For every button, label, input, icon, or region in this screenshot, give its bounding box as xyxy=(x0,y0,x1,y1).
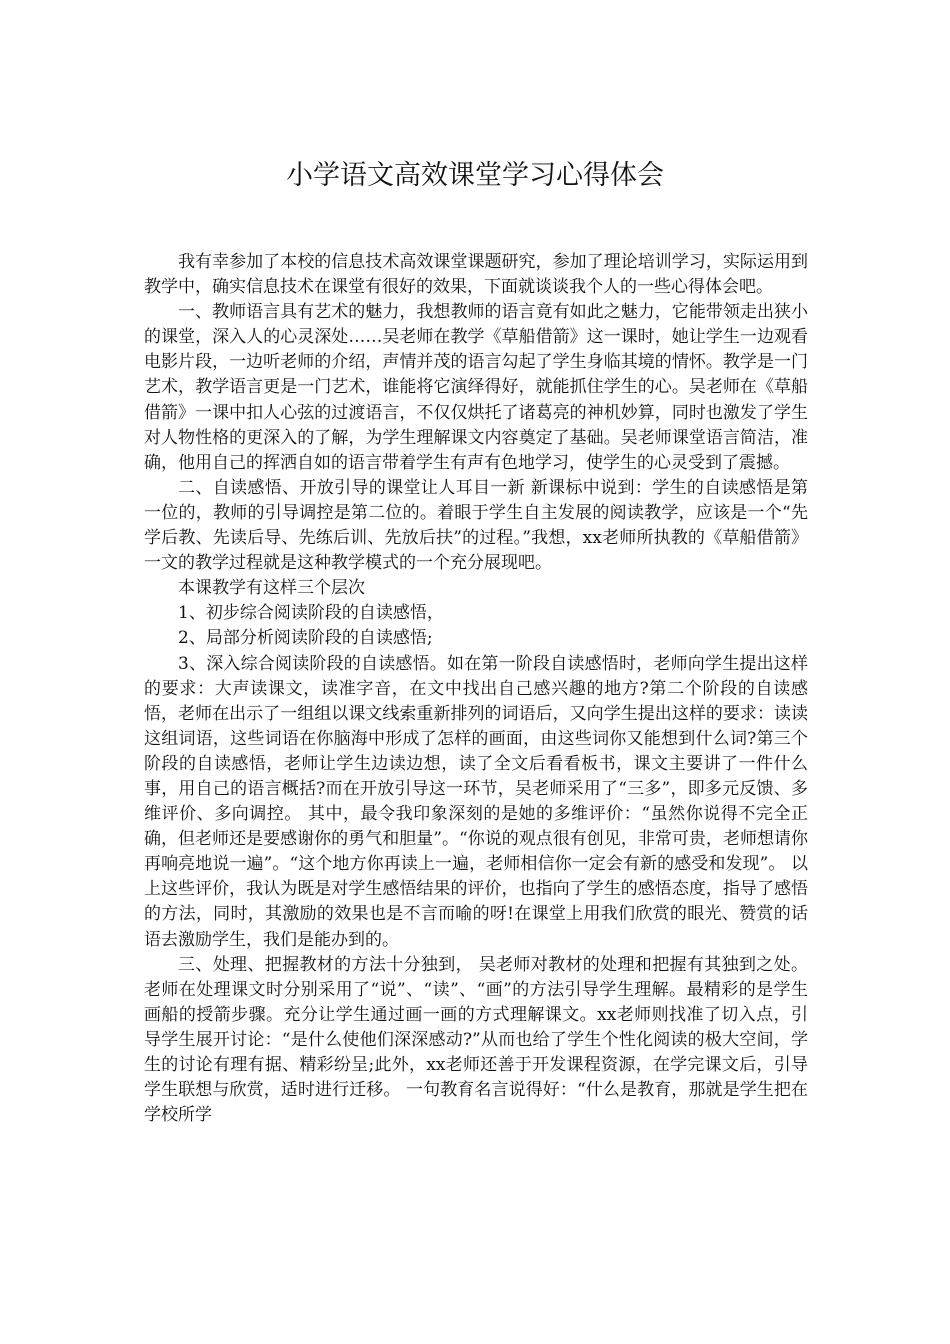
paragraph-section-1: 一、教师语言具有艺术的魅力，我想教师的语言竟有如此之魅力，它能带领走出狭小的课堂，深入人的心灵深处……吴老师在教学《草船借箭》这一课时，她让学生一边观看电影片段，一边听老师的介绍，声情并茂的语言勾起了学生身临其境的情怀。教学是一门艺术，教学语言更是一门艺术，谁能将它演绎得好，就能抓住学生的心。吴老师在《草船借箭》一课中扣人心弦的过渡语言，不仅仅烘托了诸葛亮的神机妙算，同时也激发了学生对人物性格的更深入的了解，为学生理解课文内容奠定了基础。吴老师课堂语言简洁，准确，他用自己的挥洒自如的语言带着学生有声有色地学习，使学生的心灵受到了震撼。 xyxy=(144,302,808,473)
paragraph-section-3: 三、处理、把握教材的方法十分独到， 吴老师对教材的处理和把握有其独到之处。老师在处理课文时分别采用了“说”、“读”、“画”的方法引导学生理解。最精彩的是学生画船的授箭步骤。充分让学生通过画一画的方式理解课文。xx老师则找准了切入点，引导学生展开讨论：“是什么使他们深深感动?”从而也给了学生个性化阅读的极大空间，学生的讨论有理有据、精彩纷呈;此外，xx老师还善于开发课程资源，在学完课文后，引导学生联想与欣赏，适时进行迁移。 一句教育名言说得好：“什么是教育，那就是学生把在学校所学 xyxy=(144,954,808,1126)
paragraph-intro: 我有幸参加了本校的信息技术高效课堂课题研究，参加了理论培训学习，实际运用到教学中，确实信息技术在课堂有很好的效果，下面就谈谈我个人的一些心得体会吧。 xyxy=(144,252,808,298)
paragraph-section-2: 二、自读感悟、开放引导的课堂让人耳目一新 新课标中说到：学生的自读感悟是第一位的，教师的引导调控是第二位的。着眼于学生自主发展的阅读教学，应该是一个“先学后教、先读后导、先练后训、先放后扶”的过程。”我想，xx老师所执教的《草船借箭》一文的教学过程就是这种教学模式的一个充分展现吧。 xyxy=(144,477,808,574)
document-body xyxy=(144,250,808,1128)
paragraph-level-1: 1、初步综合阅读阶段的自读感悟， xyxy=(178,603,444,624)
paragraph-levels-heading: 本课教学有这样三个层次 xyxy=(178,578,365,599)
paragraph-level-3: 3、深入综合阅读阶段的自读感悟。如在第一阶段自读感悟时，老师向学生提出这样的要求：大声读课文，读准字音，在文中找出自己感兴趣的地方?第二个阶段的自读感悟，老师在出示了一组组以课文线索重新排列的词语后，又向学生提出这样的要求：读读这组词语，这些词语在你脑海中形成了怎样的画面，由这些词你又能想到什么词?第三个阶段的自读感悟，老师让学生边读边想，读了全文后看看板书，课文主要讲了一件什么事，用自己的语言概括?而在开放引导这一环节，吴老师采用了“三多”，即多元反馈、多维评价、多向调控。 其中，最令我印象深刻的是她的多维评价：“虽然你说得不完全正确，但老师还是要感谢你的勇气和胆量”。“你说的观点很有创见，非常可贵，老师想请你再响亮地说一遍”。“这个地方你再读上一遍，老师相信你一定会有新的感受和发现”。 以上这些评价，我认为既是对学生感悟结果的评价，也指向了学生的感悟态度，指导了感悟的方法，同时，其激励的效果也是不言而喻的呀!在课堂上用我们欣赏的眼光、赞赏的话语去激励学生，我们是能办到的。 xyxy=(144,653,808,950)
document-title: 小学语文高效课堂学习心得体会 xyxy=(286,160,664,191)
paragraph-level-2: 2、局部分析阅读阶段的自读感悟; xyxy=(178,628,433,649)
